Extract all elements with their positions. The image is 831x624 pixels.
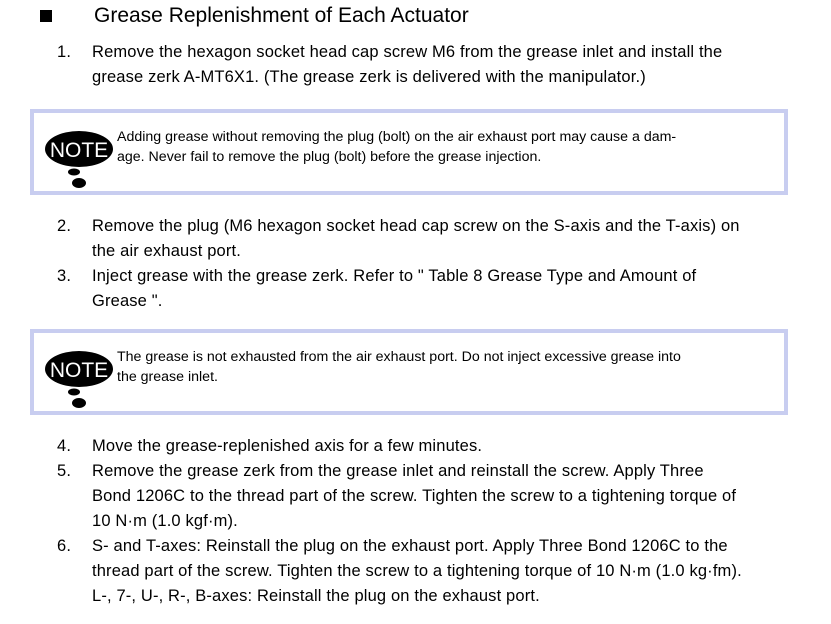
step-line: Move the grease-replenished axis for a few minutes.: [92, 437, 483, 455]
step-5: [0, 459, 831, 534]
note-icon: [44, 347, 114, 409]
section-heading: [35, 2, 469, 30]
step-text: [92, 434, 797, 459]
section-title: Grease Replenishment of Each Actuator: [94, 4, 469, 27]
note-line: Adding grease without removing the plug (bolt) on the air exhaust port may cause a dam-: [117, 129, 677, 145]
step-3: [0, 264, 831, 314]
step-number: 6.: [57, 537, 72, 555]
step-line: Grease ".: [92, 292, 163, 310]
step-line: Remove the plug (M6 hexagon socket head cap screw on the S-axis and the T-axis) on: [92, 217, 740, 235]
note-line: The grease is not exhausted from the air exhaust port. Do not inject excessive grease into: [117, 349, 681, 365]
note-line: age. Never fail to remove the plug (bolt) before the grease injection.: [117, 149, 542, 165]
step-line: Remove the hexagon socket head cap screw M6 from the grease inlet and install the: [92, 43, 723, 61]
step-2: [0, 214, 831, 264]
step-number: 3.: [57, 267, 72, 285]
step-line: Remove the grease zerk from the grease inlet and reinstall the screw. Apply Three: [92, 462, 704, 480]
step-text: [92, 534, 797, 609]
step-line: the air exhaust port.: [92, 242, 241, 260]
note-text: [117, 127, 777, 167]
step-4: [0, 434, 831, 459]
step-1: [0, 40, 831, 90]
step-line: L-, 7-, U-, R-, B-axes: Reinstall the plug on the exhaust port.: [92, 587, 540, 605]
step-6: [0, 534, 831, 609]
note-icon-label: NOTE: [49, 139, 109, 162]
step-line: S- and T-axes: Reinstall the plug on the exhaust port. Apply Three Bond 1206C to the: [92, 537, 728, 555]
step-number: 4.: [57, 437, 72, 455]
step-number: 2.: [57, 217, 72, 235]
note-box: [30, 109, 788, 195]
step-line: Bond 1206C to the thread part of the screw. Tighten the screw to a tightening torque of: [92, 487, 737, 505]
step-line: 10 N·m (1.0 kgf·m).: [92, 512, 238, 530]
note-box: [30, 329, 788, 415]
step-text: [92, 264, 797, 314]
step-line: thread part of the screw. Tighten the screw to a tightening torque of 10 N·m (1.0 kg·fm).: [92, 562, 742, 580]
note-line: the grease inlet.: [117, 369, 218, 385]
step-text: [92, 40, 797, 90]
note-text: [117, 347, 777, 387]
step-line: grease zerk A-MT6X1. (The grease zerk is delivered with the manipulator.): [92, 68, 646, 86]
step-text: [92, 459, 797, 534]
note-icon-label: NOTE: [49, 359, 109, 382]
note-icon: [44, 127, 114, 189]
step-number: 5.: [57, 462, 72, 480]
step-text: [92, 214, 797, 264]
step-line: Inject grease with the grease zerk. Refer to " Table 8 Grease Type and Amount of: [92, 267, 697, 285]
step-number: 1.: [57, 43, 72, 61]
square-bullet-icon: [40, 10, 52, 22]
